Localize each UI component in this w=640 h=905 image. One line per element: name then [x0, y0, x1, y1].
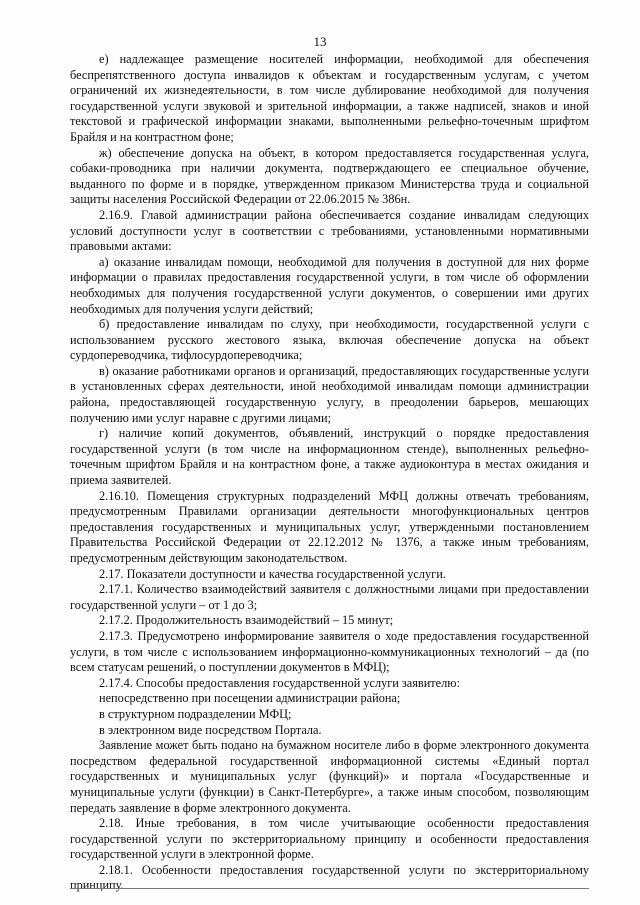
paragraph-application-submission: Заявление может быть подано на бумажном носителе либо в форме электронного документа посредством федеральной государственной информационной системы «Единый портал государственных и муниципальных услуг (функций)» и портала «Государственные и муниципальные услуги (функции) в Санкт-Петербурге», а также иным способом, позволяющим передать заявление в форме электронного документа. [70, 738, 589, 815]
paragraph-2-16-10: 2.16.10. Помещения структурных подразделений МФЦ должны отвечать требованиям, предусмотренным Правилами организации деятельности многофункциональных центров предоставления государственных и муниципальных услуг, утвержденными постановлением Правительства Российской Федерации от 22.12.2012 № 1376, а также иным требованиям, предусмотренным действующим законодательством. [70, 488, 589, 565]
paragraph-2-17-1: 2.17.1. Количество взаимодействий заявителя с должностными лицами при предоставлении государственной услуги – от 1 до 3; [70, 582, 589, 612]
paragraph-item-g: г) наличие копий документов, объявлений, инструкций о порядке предоставления государственной услуги (в том числе на информационном стенде), выполненных рельефно-точечным шрифтом Брайля и на контрастном фоне, а также аудиоконтура в местах ожидания и приема заявителей. [70, 426, 589, 488]
paragraph-2-16-9: 2.16.9. Главой администрации района обеспечивается создание инвалидам следующих условий доступности услуг в соответствии с требованиями, установленными нормативными правовыми актами: [70, 207, 589, 254]
paragraph-item-v: в) оказание работниками органов и организаций, предоставляющих государственные услуги в установленных сферах деятельности, иной необходимой инвалидам помощи администрации района, предоставляющей государственную услугу, в преодолении барьеров, мешающих получению ими услуг наравне с другими лицами; [70, 363, 589, 425]
paragraph-item-b: б) предоставление инвалидам по слуху, при необходимости, государственной услуги с использованием русского жестового языка, включая обеспечение допуска на объект сурдопереводчика, тифлосурдопереводчика; [70, 317, 589, 363]
paragraph-2-18-1: 2.18.1. Особенности предоставления государственной услуги по экстерриториальному принципу. [70, 862, 589, 893]
paragraph-2-17-2: 2.17.2. Продолжительность взаимодействий – 15 минут; [99, 613, 394, 628]
paragraph-2-18: 2.18. Иные требования, в том числе учитывающие особенности предоставления государственной услуги по экстерриториальному принципу и особенности предоставления государственной услуги в электронной форме. [70, 816, 589, 862]
paragraph-item-zh: ж) обеспечение допуска на объект, в котором предоставляется государственная услуга, собаки-проводника при наличии документа, подтверждающего ее специальное обучение, выданного по форме и в порядке, утвержденном приказом Министерства труда и социальной защиты населения Российской Федерации от 22.06.2015 № 386н. [70, 145, 589, 207]
paragraph-2-17-4: 2.17.4. Способы предоставления государственной услуги заявителю: [99, 675, 460, 690]
paragraph-2-17: 2.17. Показатели доступности и качества государственной услуги. [99, 566, 446, 581]
list-item-portal: в электронном виде посредством Портала. [99, 722, 322, 737]
document-body [70, 52, 589, 894]
paragraph-item-a: а) оказание инвалидам помощи, необходимой для получения в доступной для них форме информации о правилах предоставления государственной услуги, в том числе об оформлении необходимых для получения государственной услуги документов, о совершении ими других необходимых для получения услуги действий; [70, 254, 589, 316]
paragraph-2-17-3: 2.17.3. Предусмотрено информирование заявителя о ходе предоставления государственной услуги, в том числе с использованием информационно-коммуникационных технологий – да (по всем статусам решений, о поступлении документов в МФЦ); [70, 628, 589, 675]
page-number: 13 [313, 34, 327, 49]
list-item-administration: непосредственно при посещении администрации района; [99, 691, 401, 706]
list-item-mfc: в структурном подразделении МФЦ; [99, 706, 292, 721]
paragraph-item-e: е) надлежащее размещение носителей информации, необходимой для обеспечения беспрепятственного доступа инвалидов к объектам и государственным услугам, с учетом ограничений их жизнедеятельности, в том числе дублирование необходимой для получения государственной услуги звуковой и зрительной информации, а также надписей, знаков и иной текстовой и графической информации знаками, выполненными рельефно-точечным шрифтом Брайля и на контрастном фоне; [70, 52, 589, 144]
footer-divider [70, 888, 589, 889]
